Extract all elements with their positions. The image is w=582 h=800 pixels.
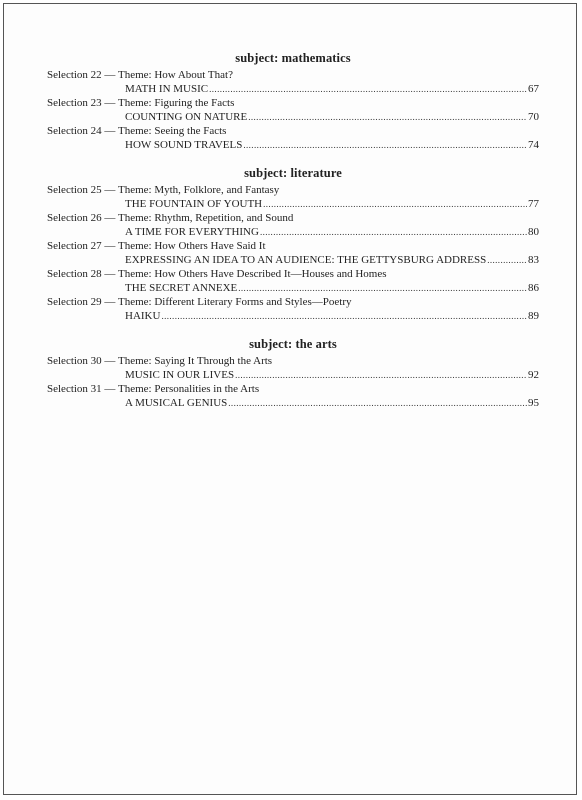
page-number: 83 [528,254,539,266]
selection-title: THE SECRET ANNEXE [125,282,238,294]
selection-title: A MUSICAL GENIUS [125,397,228,409]
dot-leader [228,396,527,410]
toc-entry [47,267,539,295]
selection-theme-line: Selection 23 — Theme: Figuring the Facts [47,97,235,109]
selection-theme-line: Selection 25 — Theme: Myth, Folklore, and Fantasy [47,184,280,196]
dot-leader [263,197,527,211]
toc-title-line [47,309,539,323]
toc-title-line [47,197,539,211]
dot-leader [209,82,527,96]
selection-theme-line: Selection 28 — Theme: How Others Have Described It—Houses and Homes [47,268,387,280]
page-number: 67 [528,83,539,95]
document-page [3,3,577,795]
toc-title-line [47,110,539,124]
selection-theme-line: Selection 26 — Theme: Rhythm, Repetition, and Sound [47,212,294,224]
dot-leader [235,368,527,382]
page-number: 77 [528,198,539,210]
selection-title: MATH IN MUSIC [125,83,209,95]
toc-title-line [47,396,539,410]
dot-leader [238,281,527,295]
page-number: 89 [528,310,539,322]
page-number: 80 [528,226,539,238]
dot-leader [161,309,527,323]
selection-theme-line: Selection 31 — Theme: Personalities in the Arts [47,383,260,395]
page-number: 95 [528,397,539,409]
toc-entry [47,124,539,152]
selection-title: COUNTING ON NATURE [125,111,248,123]
selection-title: HOW SOUND TRAVELS [125,139,243,151]
toc-entry [47,382,539,410]
page-number: 70 [528,111,539,123]
selection-theme-line: Selection 22 — Theme: How About That? [47,69,233,81]
toc-title-line [47,82,539,96]
dot-leader [487,253,527,267]
toc-title-line [47,138,539,152]
selection-theme-line: Selection 24 — Theme: Seeing the Facts [47,125,227,137]
dot-leader [243,138,527,152]
toc-entry [47,183,539,211]
selection-theme-line: Selection 27 — Theme: How Others Have Said It [47,240,266,252]
page-number: 86 [528,282,539,294]
toc-entry [47,211,539,239]
dot-leader [260,225,527,239]
toc-entry [47,68,539,96]
toc-title-line [47,225,539,239]
dot-leader [248,110,527,124]
page-number: 92 [528,369,539,381]
selection-theme-line: Selection 30 — Theme: Saying It Through the Arts [47,355,273,367]
toc-entry [47,354,539,382]
toc-section [47,51,539,152]
table-of-contents [47,51,539,424]
selection-title: THE FOUNTAIN OF YOUTH [125,198,263,210]
page-number: 74 [528,139,539,151]
toc-entry [47,96,539,124]
selection-theme-line: Selection 29 — Theme: Different Literary Forms and Styles—Poetry [47,296,352,308]
selection-title: A TIME FOR EVERYTHING [125,226,259,238]
selection-title: EXPRESSING AN IDEA TO AN AUDIENCE: THE GETTYSBURG ADDRESS [125,254,487,266]
toc-entry [47,239,539,267]
selection-title: HAIKU [125,310,161,322]
toc-section [47,337,539,410]
toc-section [47,166,539,323]
section-heading: subject: mathematics [235,51,351,65]
toc-title-line [47,281,539,295]
section-heading: subject: the arts [249,337,337,351]
selection-title: MUSIC IN OUR LIVES [125,369,235,381]
toc-title-line [47,368,539,382]
toc-title-line [47,253,539,267]
toc-entry [47,295,539,323]
section-heading: subject: literature [244,166,342,180]
